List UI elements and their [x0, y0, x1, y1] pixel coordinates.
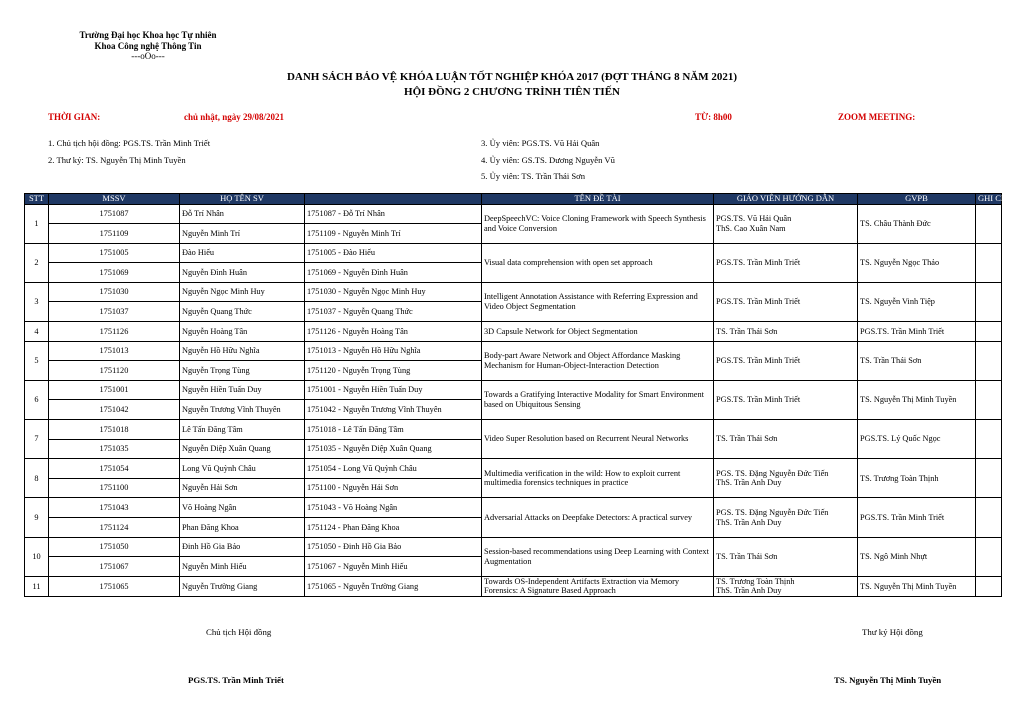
student-name-cell: Đỗ Trí Nhân — [180, 204, 305, 224]
advisor-cell: TS. Trần Thái Sơn — [714, 322, 858, 342]
mssv-cell: 1751087 — [49, 204, 180, 224]
stt-cell: 11 — [25, 576, 49, 596]
student-name-cell: Nguyễn Trương Vĩnh Thuyên — [180, 400, 305, 420]
student-id-name-cell: 1751013 - Nguyễn Hồ Hữu Nghĩa — [305, 341, 482, 361]
committee-member: 2. Thư ký: TS. Nguyễn Thị Minh Tuyền — [48, 155, 186, 165]
column-header: GVPB — [858, 194, 976, 205]
student-name-cell: Nguyễn Hải Sơn — [180, 478, 305, 498]
advisor-cell: TS. Trần Thái Sơn — [714, 537, 858, 576]
note-cell — [976, 498, 1002, 537]
student-name-cell: Nguyễn Quang Thức — [180, 302, 305, 322]
defense-schedule-table — [24, 193, 1014, 597]
mssv-cell: 1751042 — [49, 400, 180, 420]
student-name-cell: Phan Đăng Khoa — [180, 518, 305, 538]
table-row — [25, 341, 1002, 361]
reviewer-cell: TS. Nguyễn Thị Minh Tuyền — [858, 576, 976, 596]
student-id-name-cell: 1751120 - Nguyễn Trọng Tùng — [305, 361, 482, 381]
committee-member: 4. Ủy viên: GS.TS. Dương Nguyễn Vũ — [481, 155, 615, 165]
advisor-cell: TS. Trương Toàn Thịnh ThS. Trần Anh Duy — [714, 576, 858, 596]
advisor-cell: PGS.TS. Vũ Hải Quân ThS. Cao Xuân Nam — [714, 204, 858, 243]
reviewer-cell: PGS.TS. Trần Minh Triết — [858, 322, 976, 342]
start-time: TỪ: 8h00 — [695, 112, 732, 122]
thesis-topic-cell: Intelligent Annotation Assistance with Referring Expression and Video Object Segmentation — [482, 282, 714, 321]
student-id-name-cell: 1751030 - Nguyễn Ngọc Minh Huy — [305, 282, 482, 302]
column-header: HỌ TÊN SV — [180, 194, 305, 205]
secretary-signature-title: Thư ký Hội đồng — [862, 627, 923, 637]
thesis-topic-cell: Session-based recommendations using Deep Learning with Context Augmentation — [482, 537, 714, 576]
thesis-topic-cell: Adversarial Attacks on Deepfake Detectors: A practical survey — [482, 498, 714, 537]
table-row — [25, 420, 1002, 440]
note-cell — [976, 341, 1002, 380]
mssv-cell: 1751126 — [49, 322, 180, 342]
student-name-cell: Nguyễn Ngọc Minh Huy — [180, 282, 305, 302]
stt-cell: 3 — [25, 282, 49, 321]
student-name-cell: Nguyễn Diệp Xuân Quang — [180, 439, 305, 459]
student-id-name-cell: 1751109 - Nguyễn Minh Trí — [305, 224, 482, 244]
zoom-meeting-label: ZOOM MEETING: — [838, 112, 916, 122]
table-row — [25, 380, 1002, 400]
chair-signature-title: Chủ tịch Hội đồng — [206, 627, 272, 637]
table-row — [25, 537, 1002, 557]
student-name-cell: Nguyễn Hoàng Tân — [180, 322, 305, 342]
chair-signature-name: PGS.TS. Trần Minh Triết — [188, 675, 284, 685]
stt-cell: 7 — [25, 420, 49, 459]
student-id-name-cell: 1751042 - Nguyễn Trương Vĩnh Thuyên — [305, 400, 482, 420]
student-id-name-cell: 1751087 - Đỗ Trí Nhân — [305, 204, 482, 224]
note-cell — [976, 537, 1002, 576]
stt-cell: 4 — [25, 322, 49, 342]
student-name-cell: Long Vũ Quỳnh Châu — [180, 459, 305, 479]
thesis-topic-cell: Towards OS-Independent Artifacts Extraction via Memory Forensics: A Signature Based Approach — [482, 576, 714, 596]
stt-cell: 5 — [25, 341, 49, 380]
advisor-cell: PGS. TS. Đặng Nguyễn Đức Tiến ThS. Trần Anh Duy — [714, 498, 858, 537]
secretary-signature-name: TS. Nguyễn Thị Minh Tuyền — [834, 675, 942, 685]
student-id-name-cell: 1751043 - Võ Hoàng Ngân — [305, 498, 482, 518]
reviewer-cell: TS. Nguyễn Vinh Tiệp — [858, 282, 976, 321]
note-cell — [976, 322, 1002, 342]
student-id-name-cell: 1751001 - Nguyễn Hiền Tuấn Duy — [305, 380, 482, 400]
student-id-name-cell: 1751124 - Phan Đăng Khoa — [305, 518, 482, 538]
table-header-row — [25, 194, 1002, 205]
mssv-cell: 1751050 — [49, 537, 180, 557]
student-name-cell: Nguyễn Hồ Hữu Nghĩa — [180, 341, 305, 361]
table-row — [25, 459, 1002, 479]
student-name-cell: Nguyễn Trường Giang — [180, 576, 305, 596]
mssv-cell: 1751013 — [49, 341, 180, 361]
column-header — [305, 194, 482, 205]
mssv-cell: 1751005 — [49, 243, 180, 263]
thesis-topic-cell: Video Super Resolution based on Recurrent Neural Networks — [482, 420, 714, 459]
advisor-cell: PGS.TS. Trần Minh Triết — [714, 380, 858, 419]
reviewer-cell: PGS.TS. Lý Quốc Ngọc — [858, 420, 976, 459]
advisor-cell: PGS.TS. Trần Minh Triết — [714, 341, 858, 380]
stt-cell: 8 — [25, 459, 49, 498]
advisor-cell: PGS. TS. Đặng Nguyễn Đức Tiến ThS. Trần Anh Duy — [714, 459, 858, 498]
student-id-name-cell: 1751126 - Nguyễn Hoàng Tân — [305, 322, 482, 342]
student-name-cell: Lê Tấn Đăng Tâm — [180, 420, 305, 440]
reviewer-cell: PGS.TS. Trần Minh Triết — [858, 498, 976, 537]
advisor-cell: PGS.TS. Trần Minh Triết — [714, 282, 858, 321]
mssv-cell: 1751120 — [49, 361, 180, 381]
stt-cell: 2 — [25, 243, 49, 282]
note-cell — [976, 380, 1002, 419]
note-cell — [976, 243, 1002, 282]
column-header: MSSV — [49, 194, 180, 205]
column-header: GHI CHÚ — [976, 194, 1002, 205]
university-name: Trường Đại học Khoa học Tự nhiên — [79, 30, 217, 40]
student-id-name-cell: 1751065 - Nguyễn Trường Giang — [305, 576, 482, 596]
mssv-cell: 1751018 — [49, 420, 180, 440]
student-name-cell: Nguyễn Hiền Tuấn Duy — [180, 380, 305, 400]
table-row — [25, 576, 1002, 596]
student-id-name-cell: 1751035 - Nguyễn Diệp Xuân Quang — [305, 439, 482, 459]
reviewer-cell: TS. Trương Toàn Thịnh — [858, 459, 976, 498]
stt-cell: 1 — [25, 204, 49, 243]
committee-member: 1. Chủ tịch hội đồng: PGS.TS. Trần Minh Triết — [48, 138, 211, 148]
ornament: ---oOo--- — [131, 51, 165, 61]
mssv-cell: 1751065 — [49, 576, 180, 596]
student-id-name-cell: 1751018 - Lê Tấn Đăng Tâm — [305, 420, 482, 440]
thesis-topic-cell: 3D Capsule Network for Object Segmentation — [482, 322, 714, 342]
note-cell — [976, 282, 1002, 321]
student-name-cell: Đào Hiếu — [180, 243, 305, 263]
time-label: THỜI GIAN: — [48, 112, 101, 122]
reviewer-cell: TS. Ngô Minh Nhựt — [858, 537, 976, 576]
student-id-name-cell: 1751005 - Đào Hiếu — [305, 243, 482, 263]
table-row — [25, 498, 1002, 518]
thesis-topic-cell: Multimedia verification in the wild: How to exploit current multimedia forensics techniques in practice — [482, 459, 714, 498]
student-name-cell: Nguyễn Minh Trí — [180, 224, 305, 244]
advisor-cell: PGS.TS. Trần Minh Triết — [714, 243, 858, 282]
student-name-cell: Võ Hoàng Ngân — [180, 498, 305, 518]
table-row — [25, 204, 1002, 224]
mssv-cell: 1751037 — [49, 302, 180, 322]
mssv-cell: 1751043 — [49, 498, 180, 518]
student-name-cell: Nguyễn Minh Hiếu — [180, 557, 305, 577]
stt-cell: 6 — [25, 380, 49, 419]
table-body — [25, 204, 1002, 596]
student-id-name-cell: 1751069 - Nguyễn Đình Huân — [305, 263, 482, 283]
thesis-topic-cell: Towards a Gratifying Interactive Modality for Smart Environment based on Ubiquitous Sensing — [482, 380, 714, 419]
note-cell — [976, 459, 1002, 498]
column-header: STT — [25, 194, 49, 205]
mssv-cell: 1751035 — [49, 439, 180, 459]
date-value: chủ nhật, ngày 29/08/2021 — [184, 112, 285, 122]
student-name-cell: Đinh Hồ Gia Bảo — [180, 537, 305, 557]
mssv-cell: 1751069 — [49, 263, 180, 283]
mssv-cell: 1751030 — [49, 282, 180, 302]
mssv-cell: 1751001 — [49, 380, 180, 400]
note-cell — [976, 576, 1002, 596]
mssv-cell: 1751067 — [49, 557, 180, 577]
thesis-topic-cell: DeepSpeechVC: Voice Cloning Framework with Speech Synthesis and Voice Conversion — [482, 204, 714, 243]
student-id-name-cell: 1751050 - Đinh Hồ Gia Bảo — [305, 537, 482, 557]
table-row — [25, 243, 1002, 263]
student-id-name-cell: 1751100 - Nguyễn Hải Sơn — [305, 478, 482, 498]
council-title: HỘI ĐỒNG 2 CHƯƠNG TRÌNH TIÊN TIẾN — [404, 86, 620, 98]
advisor-cell: TS. Trần Thái Sơn — [714, 420, 858, 459]
thesis-topic-cell: Visual data comprehension with open set approach — [482, 243, 714, 282]
document-title: DANH SÁCH BẢO VỆ KHÓA LUẬN TỐT NGHIỆP KHÓA 2017 (ĐỢT THÁNG 8 NĂM 2021) — [286, 71, 738, 83]
table-row — [25, 282, 1002, 302]
student-name-cell: Nguyễn Đình Huân — [180, 263, 305, 283]
column-header: TÊN ĐỀ TÀI — [482, 194, 714, 205]
student-name-cell: Nguyễn Trọng Tùng — [180, 361, 305, 381]
student-id-name-cell: 1751037 - Nguyễn Quang Thức — [305, 302, 482, 322]
stt-cell: 10 — [25, 537, 49, 576]
committee-member: 5. Ủy viên: TS. Trần Thái Sơn — [481, 171, 586, 181]
faculty-name: Khoa Công nghệ Thông Tin — [94, 41, 202, 51]
column-header: GIÁO VIÊN HƯỚNG DẪN — [714, 194, 858, 205]
mssv-cell: 1751054 — [49, 459, 180, 479]
note-cell — [976, 204, 1002, 243]
thesis-topic-cell: Body-part Aware Network and Object Affordance Masking Mechanism for Human-Object-Interaction Detection — [482, 341, 714, 380]
mssv-cell: 1751124 — [49, 518, 180, 538]
reviewer-cell: TS. Trần Thái Sơn — [858, 341, 976, 380]
stt-cell: 9 — [25, 498, 49, 537]
note-cell — [976, 420, 1002, 459]
table-row — [25, 322, 1002, 342]
mssv-cell: 1751109 — [49, 224, 180, 244]
student-id-name-cell: 1751054 - Long Vũ Quỳnh Châu — [305, 459, 482, 479]
committee-member: 3. Ủy viên: PGS.TS. Vũ Hải Quân — [481, 138, 600, 148]
student-id-name-cell: 1751067 - Nguyễn Minh Hiếu — [305, 557, 482, 577]
reviewer-cell: TS. Nguyễn Thị Minh Tuyền — [858, 380, 976, 419]
reviewer-cell: TS. Châu Thành Đức — [858, 204, 976, 243]
reviewer-cell: TS. Nguyễn Ngọc Thảo — [858, 243, 976, 282]
mssv-cell: 1751100 — [49, 478, 180, 498]
